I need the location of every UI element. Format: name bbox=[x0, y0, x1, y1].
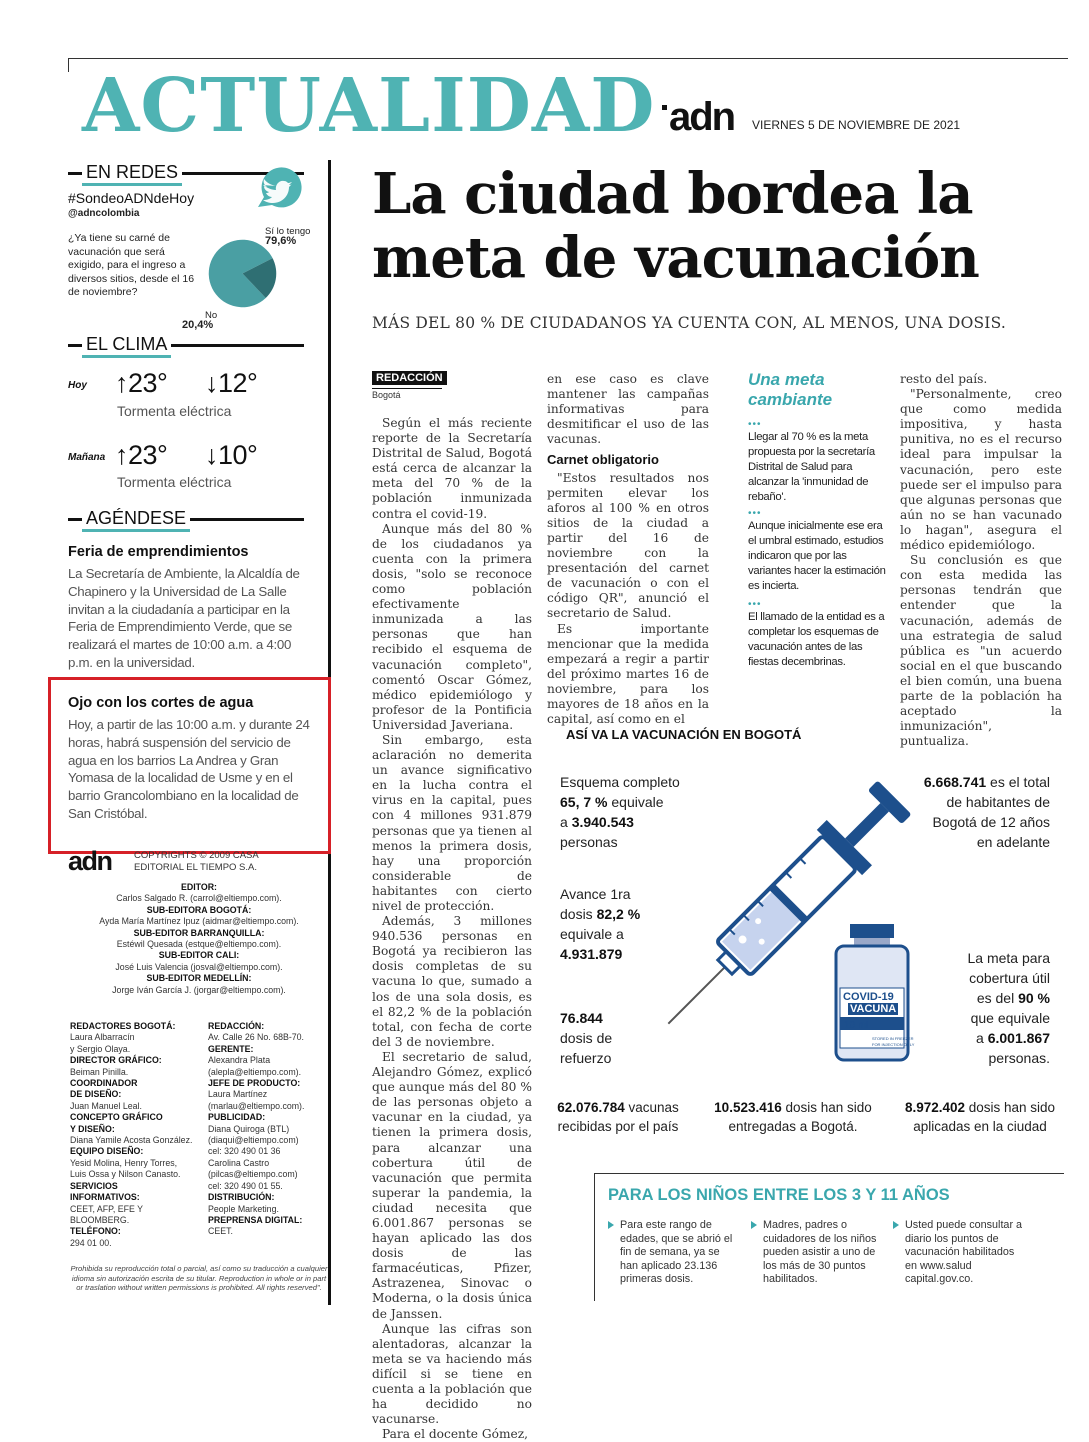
vial-label-3: 10 ml bbox=[844, 1020, 869, 1031]
paragraph: Para el docente Gómez, bbox=[382, 1427, 529, 1442]
credit-role: DIRECTOR GRÁFICO: bbox=[70, 1055, 162, 1066]
credit-name: Estéwil Quesada (estque@eltiempo.com). bbox=[116, 939, 282, 950]
agenda-heading-label: AGÉNDESE bbox=[82, 507, 190, 532]
stat-esquema bbox=[560, 772, 680, 852]
credit-name: CEET, AFP, EFE Y BLOOMBERG. bbox=[70, 1203, 143, 1225]
credit-name: Juan Manuel Leal. bbox=[70, 1100, 142, 1111]
poll-handle: @adncolombia bbox=[68, 208, 140, 219]
legal-notice: Prohibida su reproducción total o parcial, así como su traducción a cualquier idioma sin autorización escrita de su titular. Reproduction in whole or in part or traslation without written permissions is prohibited. All rights reserved". bbox=[70, 1264, 328, 1292]
event-body: Hoy, a partir de las 10:00 a.m. y durante 24 horas, habrá suspensión del servicio de agua en los barrios La Andrea y Gran Yomasa de la localidad de Usme y en el barrio Grancolombiano en la localidad de San Cristóbal. bbox=[68, 717, 310, 821]
article-column-1 bbox=[372, 416, 532, 1442]
stat-text: en adelante bbox=[976, 834, 1050, 850]
credit-name: Diana Yamile Acosta González. bbox=[70, 1135, 193, 1146]
event-title: Ojo con los cortes de agua bbox=[68, 695, 254, 711]
stat-text: Esquema completo bbox=[560, 774, 680, 790]
stat-text: La meta para bbox=[967, 950, 1050, 966]
weather-day-today: Hoy bbox=[68, 380, 87, 391]
sidebar-box-item: Llegar al 70 % es la meta propuesta por la secretaría Distrital de Salud para alcanzar la 'inmunidad de rebaño'. bbox=[748, 431, 875, 503]
infographic-title: ASÍ VA LA VACUNACIÓN EN BOGOTÁ bbox=[566, 727, 802, 742]
stat-text: recibidas por el país bbox=[557, 1119, 679, 1134]
adn-logo bbox=[662, 97, 734, 137]
sidebar-box-title-text: Una meta cambiante bbox=[748, 370, 833, 409]
weather-desc-tomorrow: Tormenta eléctrica bbox=[117, 474, 232, 490]
credit-name: Yesid Molina, Henry Torres, Luis Ossa y Nilson Canasto. bbox=[70, 1157, 181, 1180]
credit-role: SUB-EDITOR MEDELLÍN: bbox=[146, 973, 252, 984]
paragraph: Es importante mencionar que la medida empezará a regir a partir del próximo martes 16 de noviembre, para los mayores de 18 años en la capital, así como en el bbox=[547, 621, 709, 727]
dots-icon: ••• bbox=[748, 599, 762, 610]
weather-day-tomorrow: Mañana bbox=[68, 452, 106, 463]
paragraph-continued: en ese caso es clave mantener las campañas informativas para desmitificar el uso de las vacunas. bbox=[547, 372, 709, 447]
stat-text: personas. bbox=[988, 1050, 1050, 1066]
stat-num: 6.668.741 bbox=[923, 774, 987, 790]
stat-recibidas bbox=[548, 1098, 688, 1136]
paragraph: Aunque las cifras son alentadoras, alcanzar la meta se va haciendo más difícil si se tiene en cuenta a la población que ha decidido no vacunarse. bbox=[372, 1321, 532, 1427]
headline: La ciudad bordea la meta de vacunación bbox=[372, 161, 979, 291]
editor-credits bbox=[70, 882, 328, 996]
stat-text: equivale a bbox=[560, 926, 624, 942]
pie-no-label: No bbox=[205, 310, 218, 321]
stat-num: 62.076.784 bbox=[557, 1100, 625, 1115]
stat-refuerzo bbox=[560, 1008, 612, 1068]
stat-num: 10.523.416 bbox=[714, 1100, 782, 1115]
event-title: Feria de emprendimientos bbox=[68, 544, 249, 560]
credit-role: EQUIPO DISEÑO: bbox=[70, 1146, 144, 1157]
credit-name: Laura Albarracín y Sergio Olaya. bbox=[70, 1032, 135, 1054]
credit-role: TELÉFONO: bbox=[70, 1226, 121, 1237]
dots-icon: ••• bbox=[748, 508, 762, 519]
stat-text: personas bbox=[560, 834, 618, 850]
vial-label-4: STORED IN FREEZER bbox=[872, 1036, 914, 1041]
weather-low-today: ↓12° bbox=[205, 368, 258, 398]
stat-text: que equivale bbox=[970, 1010, 1050, 1026]
credit-role: SUB-EDITOR CALI: bbox=[158, 950, 240, 961]
stat-text: Avance 1ra bbox=[560, 886, 631, 902]
stat-habitantes bbox=[890, 772, 1050, 852]
paragraph: El secretario de salud, Alejandro Gómez, explicó que aunque más del 80 % de las personas objeto a vacunar en la ciudad, ya tienen la primera dosis, para alcanzar una cobertura útil de vacunación que permita superar la pandemia, la ciudad necesita que 6.001.867 personas se hayan aplicado las dos dosis de las farmacéuticas, Pfizer, Astrazenea, Sinovac o Moderna, o la dosis única de Janssen. bbox=[372, 1049, 532, 1321]
credit-name: Av. Calle 26 No. 68B-70. bbox=[208, 1032, 305, 1043]
redes-heading-label: EN REDES bbox=[82, 161, 182, 186]
weather-desc-today: Tormenta eléctrica bbox=[117, 403, 232, 419]
stat-text: entregadas a Bogotá. bbox=[728, 1119, 858, 1134]
logo-dot-icon bbox=[662, 105, 667, 110]
triangle-bullet-icon bbox=[893, 1221, 899, 1229]
stat-text: dosis han sido bbox=[781, 1100, 872, 1115]
triangle-bullet-icon bbox=[608, 1221, 614, 1229]
kids-title: PARA LOS NIÑOS ENTRE LOS 3 Y 11 AÑOS bbox=[608, 1186, 950, 1204]
stat-num: 4.931.879 bbox=[560, 946, 623, 962]
weather-high-today: ↑23° bbox=[115, 368, 168, 398]
stat-text: cobertura útil bbox=[969, 970, 1050, 986]
paragraph: Aunque más del 80 % de los ciudadanos ya cuenta con la primera dosis, "solo se reconoce como población efectivamente inmunizada a las personas que han recibido el esquema de vacunación completo", comentó Oscar Gómez, médico epidemiólogo y profesor de la Pontificia Universidad Javeriana. bbox=[372, 521, 532, 732]
credits-right-column bbox=[208, 1021, 328, 1238]
paragraph-continued: resto del país. bbox=[900, 372, 988, 386]
kids-item bbox=[905, 1219, 1025, 1287]
credit-role: PUBLICIDAD: bbox=[208, 1112, 266, 1123]
stat-avance bbox=[560, 884, 640, 964]
article-column-2 bbox=[547, 372, 709, 727]
stat-text: es del bbox=[976, 990, 1019, 1006]
paragraph: "Personalmente, creo que como medida impositiva, y hasta punitiva, no es el recurso ideal para impulsar la vacunación, pero este puede ser el impulso para que algunas personas que aún no se han vacunado lo hagan", asegura el médico epidemiólogo. bbox=[900, 387, 1062, 553]
credit-role: GERENTE: bbox=[208, 1043, 254, 1054]
credit-role: DISTRIBUCIÓN: bbox=[208, 1192, 275, 1203]
adn-logo-small: adn bbox=[68, 846, 112, 876]
credit-role: PREPRENSA DIGITAL: bbox=[208, 1214, 303, 1225]
top-rule-tick bbox=[68, 58, 69, 72]
stat-meta bbox=[920, 948, 1050, 1068]
paragraph: Su conclusión es que con esta medida las personas tendrán que entender que la vacunación, además de una estrategia de salud pública es "un acuerdo social en el que buscando el bien común, una buena parte de la población ha aceptado la inmunización", puntualiza. bbox=[900, 553, 1062, 749]
credit-role: CONCEPTO GRÁFICO Y DISEÑO: bbox=[70, 1112, 163, 1134]
stat-text: equivale bbox=[607, 794, 664, 810]
stat-text: Bogotá de 12 años bbox=[932, 814, 1050, 830]
sidebar-box-title bbox=[748, 370, 848, 410]
credit-role: REDACCIÓN: bbox=[208, 1021, 265, 1031]
credit-role: JEFE DE PRODUCTO: bbox=[208, 1078, 301, 1089]
clima-heading-label: EL CLIMA bbox=[82, 333, 171, 358]
kids-item-text: Para este rango de edades, que se abrió el fin de semana, ya se han aplicado 23.136 primeras dosis. bbox=[620, 1219, 733, 1286]
triangle-bullet-icon bbox=[751, 1221, 757, 1229]
stat-text: aplicadas en la ciudad bbox=[913, 1119, 1047, 1134]
kids-item-text: Madres, padres o cuidadores de los niños pueden asistir a uno de los más de 30 puntos habilitados. bbox=[763, 1219, 877, 1286]
credit-role: SERVICIOS INFORMATIVOS: bbox=[70, 1180, 140, 1203]
poll-question: ¿Ya tiene su carné de vacunación que será exigido, para el ingreso a diversos sitios, desde el 16 de noviembre? bbox=[68, 232, 195, 298]
vial-label-1: COVID-19 bbox=[843, 991, 894, 1003]
stat-text: refuerzo bbox=[560, 1050, 612, 1066]
article-column-4 bbox=[900, 372, 1062, 749]
stat-num: 8.972.402 bbox=[904, 1100, 965, 1115]
paragraph: Según el más reciente reporte de la Secretaría Distrital de Salud, Bogotá está cerca de alcanzar la meta del 70 % de la población inmunizada contra el covid-19. bbox=[372, 416, 532, 521]
credit-name: Alexandra Plata (alepla@eltiempo.com). bbox=[208, 1055, 302, 1077]
stat-pct: 90 % bbox=[1018, 990, 1050, 1006]
stat-text: vacunas bbox=[624, 1100, 679, 1115]
stat-entregadas bbox=[708, 1098, 878, 1136]
dateline-city: Bogotá bbox=[372, 390, 401, 400]
credit-name: Beiman Pinilla. bbox=[70, 1066, 129, 1077]
stat-text: de habitantes de bbox=[946, 794, 1050, 810]
subheadline: MÁS DEL 80 % DE CIUDADANOS YA CUENTA CON, AL MENOS, UNA DOSIS. bbox=[372, 314, 1007, 332]
stat-text: dosis han sido bbox=[965, 1100, 1056, 1115]
kids-item bbox=[620, 1219, 740, 1287]
credit-name: Carlos Salgado R. (carrol@eltiempo.com). bbox=[116, 893, 282, 904]
credit-name: Ayda María Martínez Ipuz (aidmar@eltiempo.com). bbox=[99, 916, 299, 927]
kids-item bbox=[763, 1219, 883, 1287]
byline-rule bbox=[372, 388, 442, 389]
stat-num: 76.844 bbox=[560, 1010, 603, 1026]
credits-left-column bbox=[70, 1021, 200, 1249]
stat-pct: 65, 7 % bbox=[560, 794, 608, 810]
credit-role: SUB-EDITORA BOGOTÁ: bbox=[146, 904, 252, 915]
stat-aplicadas bbox=[898, 1098, 1062, 1136]
stat-num: 6.001.867 bbox=[987, 1030, 1050, 1046]
article-subheading: Carnet obligatorio bbox=[547, 452, 659, 468]
byline: REDACCIÓN bbox=[372, 371, 447, 385]
paragraph: "Estos resultados nos permiten elevar los aforos al 100 % en otros sitios de la ciudad a partir del 16 de noviembre con la presentación del carnet de vacunación o con el código QR", anunció el secretario de Salud. bbox=[547, 470, 709, 621]
agenda-heading bbox=[68, 507, 304, 527]
pie-yes-value: 79,6% bbox=[265, 235, 297, 247]
credit-role: EDITOR: bbox=[180, 882, 217, 892]
credit-name: Diana Quiroga (BTL) (diaqui@eltiempo.com) cel: 320 490 01 36 Carolina Castro (pilcas@eltiempo.com) cel: 320 490 01 55. bbox=[208, 1123, 299, 1191]
paragraph: Además, 3 millones 940.536 personas en Bogotá ya recibieron las dosis completas de su vacuna lo que, sumado a los de una sola dosis, es el 82,2 % de la población total, con fecha de corte del 3 de noviembre. bbox=[372, 914, 532, 1049]
stat-text: dosis bbox=[560, 906, 597, 922]
event-body: La Secretaría de Ambiente, la Alcaldía de Chapinero y la Universidad de La Salle invitan a la ciudadanía a participar en la Feria de Emprendimiento Verde, que se realizará el martes de 10:00 a.m. a 4:00 p.m. en la universidad. bbox=[68, 566, 300, 670]
vial-label-5: FOR INJECTION ONLY bbox=[872, 1042, 915, 1047]
twitter-bird-icon bbox=[250, 163, 300, 213]
weather-high-tomorrow: ↑23° bbox=[115, 440, 168, 470]
stat-num: 3.940.543 bbox=[571, 814, 634, 830]
credit-name: Laura Martínez (marlau@eltiempo.com). bbox=[208, 1089, 305, 1111]
logo-text: adn bbox=[669, 95, 735, 139]
credit-role: REDACTORES BOGOTÁ: bbox=[70, 1021, 176, 1031]
pie-no-value: 20,4% bbox=[182, 319, 214, 331]
credit-name: Jorge Iván García J. (jorgar@eltiempo.com). bbox=[112, 984, 286, 995]
pie-yes-label: Sí lo tengo bbox=[265, 226, 311, 237]
credit-role: SUB-EDITOR BARRANQUILLA: bbox=[133, 927, 265, 938]
credit-role: COORDINADOR DE DISEÑO: bbox=[70, 1078, 138, 1100]
paragraph: Sin embargo, esta aclaración no demerita un avance significativo en la lucha contra el virus en la capital, pues con 4 millones 931.879 personas que ya tienen al menos la primera dosis, hay una proporción considerable de habitantes con cierto nivel de protección. bbox=[372, 732, 532, 913]
poll-hashtag: #SondeoADNdeHoy bbox=[68, 190, 195, 206]
top-rule bbox=[68, 58, 1068, 59]
stat-pct: 82,2 % bbox=[596, 906, 641, 922]
credit-name: People Marketing. bbox=[208, 1203, 279, 1214]
clima-heading bbox=[68, 333, 304, 353]
stat-text: a bbox=[560, 814, 572, 830]
stat-text: es el total bbox=[986, 774, 1050, 790]
kids-item-text: Usted puede consultar a diario los puntos de vacunación habilitados en www.salud capital.gov.co. bbox=[905, 1219, 1023, 1286]
stat-text: a bbox=[976, 1030, 988, 1046]
vial-label-2: VACUNA bbox=[850, 1003, 897, 1015]
issue-date: VIERNES 5 DE NOVIEMBRE DE 2021 bbox=[752, 118, 961, 132]
section-title: ACTUALIDAD bbox=[82, 63, 656, 149]
credit-name: CEET. bbox=[208, 1226, 233, 1237]
copyright: COPYRIGHTS © 2009 CASA EDITORIAL EL TIEMPO S.A. bbox=[134, 850, 259, 873]
credit-name: José Luis Valencia (josval@eltiempo.com). bbox=[115, 961, 283, 972]
dots-icon: ••• bbox=[748, 419, 762, 430]
sidebar-box-item: El llamado de la entidad es a completar los esquemas de vacunación antes de las fiestas decembrinas. bbox=[748, 611, 885, 668]
sidebar-box-item: Aunque inicialmente ese era el umbral estimado, estudios indicaron que por las variantes hacer la estimación es incierta. bbox=[748, 520, 886, 592]
stat-text: dosis de bbox=[560, 1030, 613, 1046]
credit-name: 294 01 00. bbox=[70, 1237, 112, 1248]
poll-pie-chart bbox=[205, 236, 280, 311]
weather-low-tomorrow: ↓10° bbox=[205, 440, 258, 470]
